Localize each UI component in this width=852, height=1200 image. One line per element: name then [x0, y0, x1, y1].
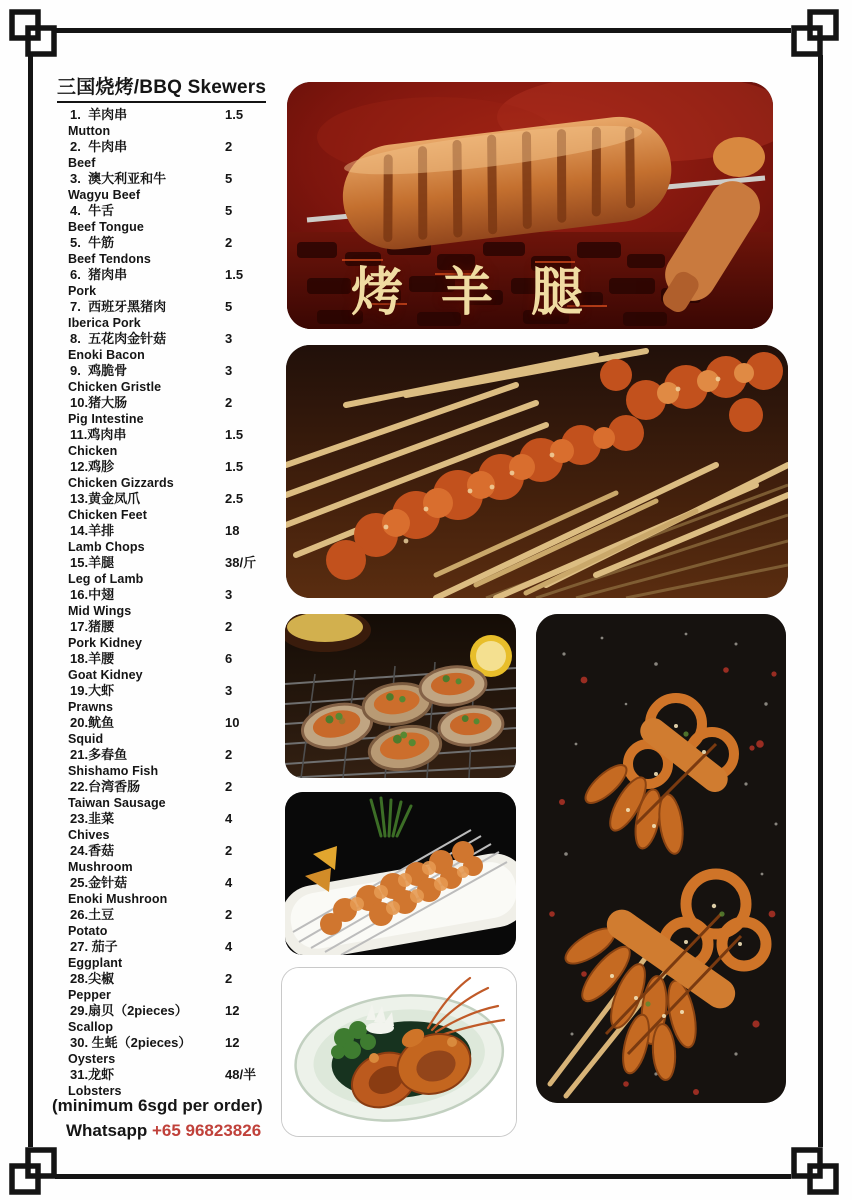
menu-item-name-zh: 14.羊排	[70, 523, 115, 538]
menu-item-name-zh: 1. 羊肉串	[70, 107, 128, 122]
minimum-order-note: (minimum 6sgd per order)	[52, 1096, 263, 1115]
menu-item	[68, 491, 278, 523]
menu-item-price: 10	[225, 715, 240, 730]
menu-item-name-en: Scallop	[68, 1020, 114, 1034]
menu-item	[68, 843, 278, 875]
menu-item-price: 5	[225, 203, 233, 218]
menu-item-price: 6	[225, 651, 233, 666]
menu-item-name-zh: 2. 牛肉串	[70, 139, 128, 154]
menu-item-price: 2	[225, 779, 233, 794]
photo-lobster-dish	[281, 967, 517, 1137]
menu-item-name-en: Enoki Mushroon	[68, 892, 168, 906]
whatsapp-number: +65 96823826	[151, 1121, 262, 1140]
menu-item-name-zh: 20.鱿鱼	[70, 715, 115, 730]
menu-item-name-zh: 5. 牛筋	[70, 235, 115, 250]
menu-item	[68, 779, 278, 811]
menu-item-name-zh: 21.多春鱼	[70, 747, 128, 762]
menu-item-name-en: Prawns	[68, 700, 114, 714]
menu-item-name-en: Mid Wings	[68, 604, 132, 618]
menu-item-name-en: Potato	[68, 924, 108, 938]
menu-item-name-zh: 28.尖椒	[70, 971, 115, 986]
corner-knot-bottom-left	[8, 1130, 74, 1196]
menu-item	[68, 1067, 278, 1099]
menu-item-name-zh: 22.台湾香肠	[70, 779, 141, 794]
menu-item-name-en: Beef Tongue	[68, 220, 144, 234]
menu-item-name-zh: 23.韭菜	[70, 811, 115, 826]
menu-list	[68, 107, 278, 1099]
frame-bottom-line	[55, 1174, 791, 1179]
menu-item-name-zh: 17.猪腰	[70, 619, 115, 634]
menu-item	[68, 203, 278, 235]
menu-item-name-zh: 30. 生蚝（2pieces）	[70, 1035, 192, 1050]
menu-item-name-en: Beef Tendons	[68, 252, 151, 266]
menu-item-price: 2	[225, 395, 233, 410]
menu-item-name-en: Squid	[68, 732, 104, 746]
menu-item-name-en: Taiwan Sausage	[68, 796, 166, 810]
menu-item-name-zh: 15.羊腿	[70, 555, 115, 570]
menu-item-name-en: Beef	[68, 156, 96, 170]
menu-item	[68, 427, 278, 459]
menu-item-name-zh: 7. 西班牙黑猪肉	[70, 299, 167, 314]
menu-item-price: 2	[225, 971, 233, 986]
menu-item-price: 2	[225, 747, 233, 762]
menu-item	[68, 459, 278, 491]
frame-right-line	[818, 55, 823, 1147]
menu-item-name-en: Pig Intestine	[68, 412, 144, 426]
menu-item-price: 2	[225, 843, 233, 858]
menu-item	[68, 1003, 278, 1035]
corner-knot-bottom-right	[774, 1130, 840, 1196]
menu-item-price: 2	[225, 907, 233, 922]
menu-item-price: 5	[225, 171, 233, 186]
photo-shrimp-skewers	[285, 792, 516, 955]
menu-item-price: 2	[225, 139, 233, 154]
menu-item	[68, 395, 278, 427]
menu-item-price: 38/斤	[225, 555, 257, 570]
menu-item	[68, 555, 278, 587]
menu-item-name-zh: 3. 澳大利亚和牛	[70, 171, 167, 186]
menu-item	[68, 651, 278, 683]
menu-item-price: 4	[225, 939, 233, 954]
menu-item	[68, 267, 278, 299]
menu-item-name-zh: 16.中翅	[70, 587, 115, 602]
menu-item-name-zh: 18.羊腰	[70, 651, 115, 666]
menu-item-name-zh: 11.鸡肉串	[70, 427, 127, 442]
menu-item-name-zh: 31.龙虾	[70, 1067, 115, 1082]
menu-item-name-en: Lamb Chops	[68, 540, 145, 554]
photo-grilled-squid	[536, 614, 786, 1103]
menu-item-name-zh: 8. 五花肉金针菇	[70, 331, 167, 346]
whatsapp-contact	[66, 1121, 261, 1141]
menu-item-name-en: Pepper	[68, 988, 111, 1002]
menu-item	[68, 907, 278, 939]
menu-item	[68, 619, 278, 651]
menu-item	[68, 939, 278, 971]
menu-item-name-en: Chicken Gristle	[68, 380, 162, 394]
menu-item-name-zh: 29.扇贝（2pieces）	[70, 1003, 188, 1018]
menu-item	[68, 235, 278, 267]
menu-item-name-zh: 12.鸡胗	[70, 459, 115, 474]
photo-grilled-oysters	[285, 614, 516, 778]
menu-item-price: 48/半	[225, 1067, 257, 1082]
menu-item-price: 2.5	[225, 491, 244, 506]
menu-item-name-en: Goat Kidney	[68, 668, 143, 682]
menu-item-name-en: Chicken Gizzards	[68, 476, 174, 490]
menu-item-name-en: Mushroom	[68, 860, 133, 874]
menu-item-name-en: Enoki Bacon	[68, 348, 145, 362]
frame-left-line	[28, 55, 33, 1147]
menu-item-name-en: Lobsters	[68, 1084, 122, 1098]
menu-item-price: 2	[225, 235, 233, 250]
menu-item	[68, 299, 278, 331]
menu-item	[68, 747, 278, 779]
menu-item-name-zh: 13.黄金凤爪	[70, 491, 141, 506]
menu-item-price: 4	[225, 875, 233, 890]
menu-item-name-en: Eggplant	[68, 956, 123, 970]
menu-item-name-zh: 6. 猪肉串	[70, 267, 128, 282]
menu-item-name-zh: 24.香菇	[70, 843, 115, 858]
corner-knot-top-left	[8, 8, 74, 74]
menu-item-price: 12	[225, 1003, 240, 1018]
frame-top-line	[55, 28, 791, 33]
menu-item-name-en: Chicken	[68, 444, 118, 458]
menu-item-name-en: Mutton	[68, 124, 111, 138]
menu-item-price: 3	[225, 331, 233, 346]
menu-item-name-en: Chicken Feet	[68, 508, 148, 522]
menu-item-name-zh: 25.金针菇	[70, 875, 128, 890]
menu-item-price: 18	[225, 523, 240, 538]
menu-item-name-zh: 10.猪大肠	[70, 395, 128, 410]
menu-item-price: 1.5	[225, 107, 244, 122]
menu-item-price: 1.5	[225, 459, 244, 474]
menu-item-price: 1.5	[225, 267, 244, 282]
menu-item-name-zh: 27. 茄子	[70, 939, 118, 954]
page-title: 三国烧烤/BBQ Skewers	[57, 72, 266, 103]
menu-item	[68, 1035, 278, 1067]
menu-item	[68, 139, 278, 171]
menu-item-name-zh: 9. 鸡脆骨	[70, 363, 128, 378]
menu-item-price: 3	[225, 683, 233, 698]
menu-item-name-en: Pork	[68, 284, 97, 298]
menu-item	[68, 971, 278, 1003]
photo-bbq-skewers-grill	[286, 345, 788, 598]
menu-item-name-en: Iberica Pork	[68, 316, 141, 330]
menu-item	[68, 523, 278, 555]
menu-item-price: 3	[225, 587, 233, 602]
menu-item-price: 3	[225, 363, 233, 378]
menu-item-price: 2	[225, 619, 233, 634]
menu-item-price: 12	[225, 1035, 240, 1050]
photo-roast-lamb-leg	[287, 82, 773, 329]
lamb-leg-caption: 烤羊腿	[351, 264, 622, 322]
menu-item	[68, 107, 278, 139]
menu-item-name-zh: 4. 牛舌	[70, 203, 115, 218]
menu-item	[68, 587, 278, 619]
menu-item	[68, 331, 278, 363]
menu-item-name-en: Wagyu Beef	[68, 188, 141, 202]
menu-item-name-en: Shishamo Fish	[68, 764, 159, 778]
menu-item-name-en: Oysters	[68, 1052, 116, 1066]
menu-item-name-en: Pork Kidney	[68, 636, 143, 650]
menu-item-price: 1.5	[225, 427, 244, 442]
menu-item-price: 5	[225, 299, 233, 314]
menu-item	[68, 715, 278, 747]
menu-item-name-zh: 19.大虾	[70, 683, 115, 698]
menu-item-name-zh: 26.土豆	[70, 907, 115, 922]
menu-item	[68, 875, 278, 907]
menu-item-name-en: Chives	[68, 828, 110, 842]
menu-item-name-en: Leg of Lamb	[68, 572, 144, 586]
menu-item	[68, 683, 278, 715]
whatsapp-label: Whatsapp	[66, 1121, 152, 1140]
menu-item	[68, 363, 278, 395]
menu-item	[68, 171, 278, 203]
corner-knot-top-right	[774, 8, 840, 74]
menu-item-price: 4	[225, 811, 233, 826]
menu-item	[68, 811, 278, 843]
